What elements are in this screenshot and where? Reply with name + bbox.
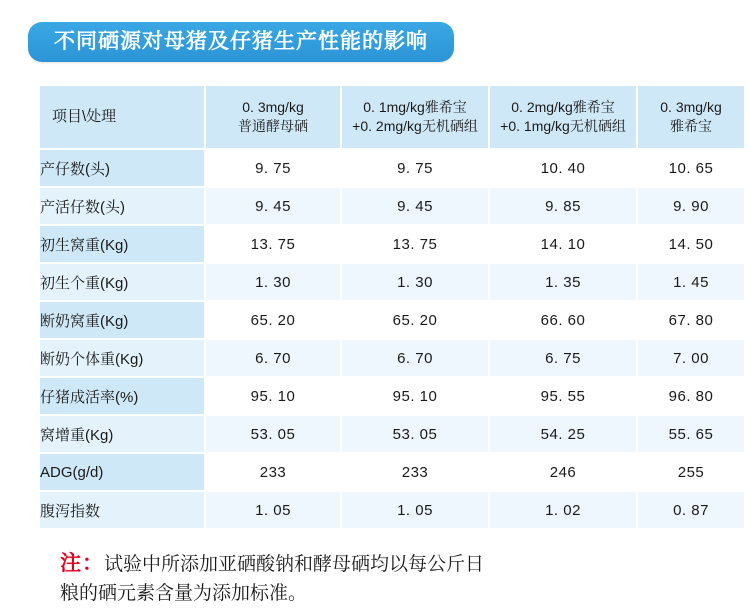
table-cell: 0. 87 (637, 491, 745, 529)
table-row (39, 453, 745, 491)
table-cell: 9. 90 (637, 187, 745, 225)
column-header-line: 0. 1mg/kg雅希宝 (363, 99, 467, 116)
table-cell: 9. 85 (489, 187, 637, 225)
table-cell: 255 (637, 453, 745, 491)
row-label: 产活仔数(头) (39, 187, 205, 225)
table-cell: 233 (341, 453, 489, 491)
table-cell: 1. 02 (489, 491, 637, 529)
table-row (39, 225, 745, 263)
table-row (39, 339, 745, 377)
table-row (39, 415, 745, 453)
row-label: ADG(g/d) (39, 453, 205, 491)
page-title: 不同硒源对母猪及仔猪生产性能的影响 (54, 30, 428, 53)
column-header-treatment-3 (489, 85, 637, 149)
table-cell: 14. 50 (637, 225, 745, 263)
column-header-line: 0. 3mg/kg (660, 99, 722, 116)
table-cell: 1. 30 (205, 263, 341, 301)
table-cell: 10. 40 (489, 149, 637, 187)
table-container (38, 84, 720, 530)
row-label: 初生窝重(Kg) (39, 225, 205, 263)
row-label: 初生个重(Kg) (39, 263, 205, 301)
table-row (39, 187, 745, 225)
column-header-item (39, 85, 205, 149)
table-cell: 95. 55 (489, 377, 637, 415)
table-cell: 95. 10 (341, 377, 489, 415)
table-row (39, 377, 745, 415)
table-cell: 9. 75 (341, 149, 489, 187)
table-cell: 246 (489, 453, 637, 491)
row-label: 断奶窝重(Kg) (39, 301, 205, 339)
table-cell: 1. 05 (341, 491, 489, 529)
footnote (60, 548, 730, 608)
table-cell: 67. 80 (637, 301, 745, 339)
table-cell: 9. 75 (205, 149, 341, 187)
column-header-line: +0. 1mg/kg无机硒组 (500, 118, 626, 135)
table-cell: 66. 60 (489, 301, 637, 339)
title-banner (28, 22, 454, 62)
table-row (39, 263, 745, 301)
column-header-line: 项目\处理 (52, 107, 117, 125)
table-cell: 9. 45 (205, 187, 341, 225)
row-label: 仔猪成活率(%) (39, 377, 205, 415)
table-row (39, 491, 745, 529)
table-cell: 6. 75 (489, 339, 637, 377)
row-label: 腹泻指数 (39, 491, 205, 529)
table-cell: 9. 45 (341, 187, 489, 225)
table-cell: 65. 20 (205, 301, 341, 339)
table-cell: 1. 45 (637, 263, 745, 301)
table-row (39, 301, 745, 339)
performance-table (38, 84, 746, 530)
table-cell: 53. 05 (205, 415, 341, 453)
table-cell: 96. 80 (637, 377, 745, 415)
table-cell: 1. 05 (205, 491, 341, 529)
table-cell: 6. 70 (341, 339, 489, 377)
column-header-treatment-1 (205, 85, 341, 149)
table-cell: 1. 35 (489, 263, 637, 301)
row-label: 产仔数(头) (39, 149, 205, 187)
table-cell: 6. 70 (205, 339, 341, 377)
table-cell: 54. 25 (489, 415, 637, 453)
table-cell: 10. 65 (637, 149, 745, 187)
column-header-line: 0. 3mg/kg (242, 99, 304, 116)
table-cell: 13. 75 (341, 225, 489, 263)
row-label: 窝增重(Kg) (39, 415, 205, 453)
column-header-line: 雅希宝 (670, 118, 712, 135)
table-cell: 7. 00 (637, 339, 745, 377)
table-cell: 65. 20 (341, 301, 489, 339)
column-header-line: 0. 2mg/kg雅希宝 (511, 99, 615, 116)
footnote-line-2: 粮的硒元素含量为添加标准。 (60, 582, 308, 604)
column-header-treatment-4 (637, 85, 745, 149)
footnote-label: 注： (60, 552, 104, 576)
title-area (28, 22, 730, 62)
table-cell: 13. 75 (205, 225, 341, 263)
column-header-treatment-2 (341, 85, 489, 149)
table-cell: 1. 30 (341, 263, 489, 301)
table-header-row (39, 85, 745, 149)
row-label: 断奶个体重(Kg) (39, 339, 205, 377)
table-cell: 55. 65 (637, 415, 745, 453)
table-cell: 95. 10 (205, 377, 341, 415)
column-header-line: +0. 2mg/kg无机硒组 (352, 118, 478, 135)
column-header-line: 普通酵母硒 (238, 118, 308, 135)
table-cell: 53. 05 (341, 415, 489, 453)
footnote-line-1: 试验中所添加亚硒酸钠和酵母硒均以每公斤日 (104, 554, 485, 576)
table-cell: 14. 10 (489, 225, 637, 263)
table-cell: 233 (205, 453, 341, 491)
table-row (39, 149, 745, 187)
